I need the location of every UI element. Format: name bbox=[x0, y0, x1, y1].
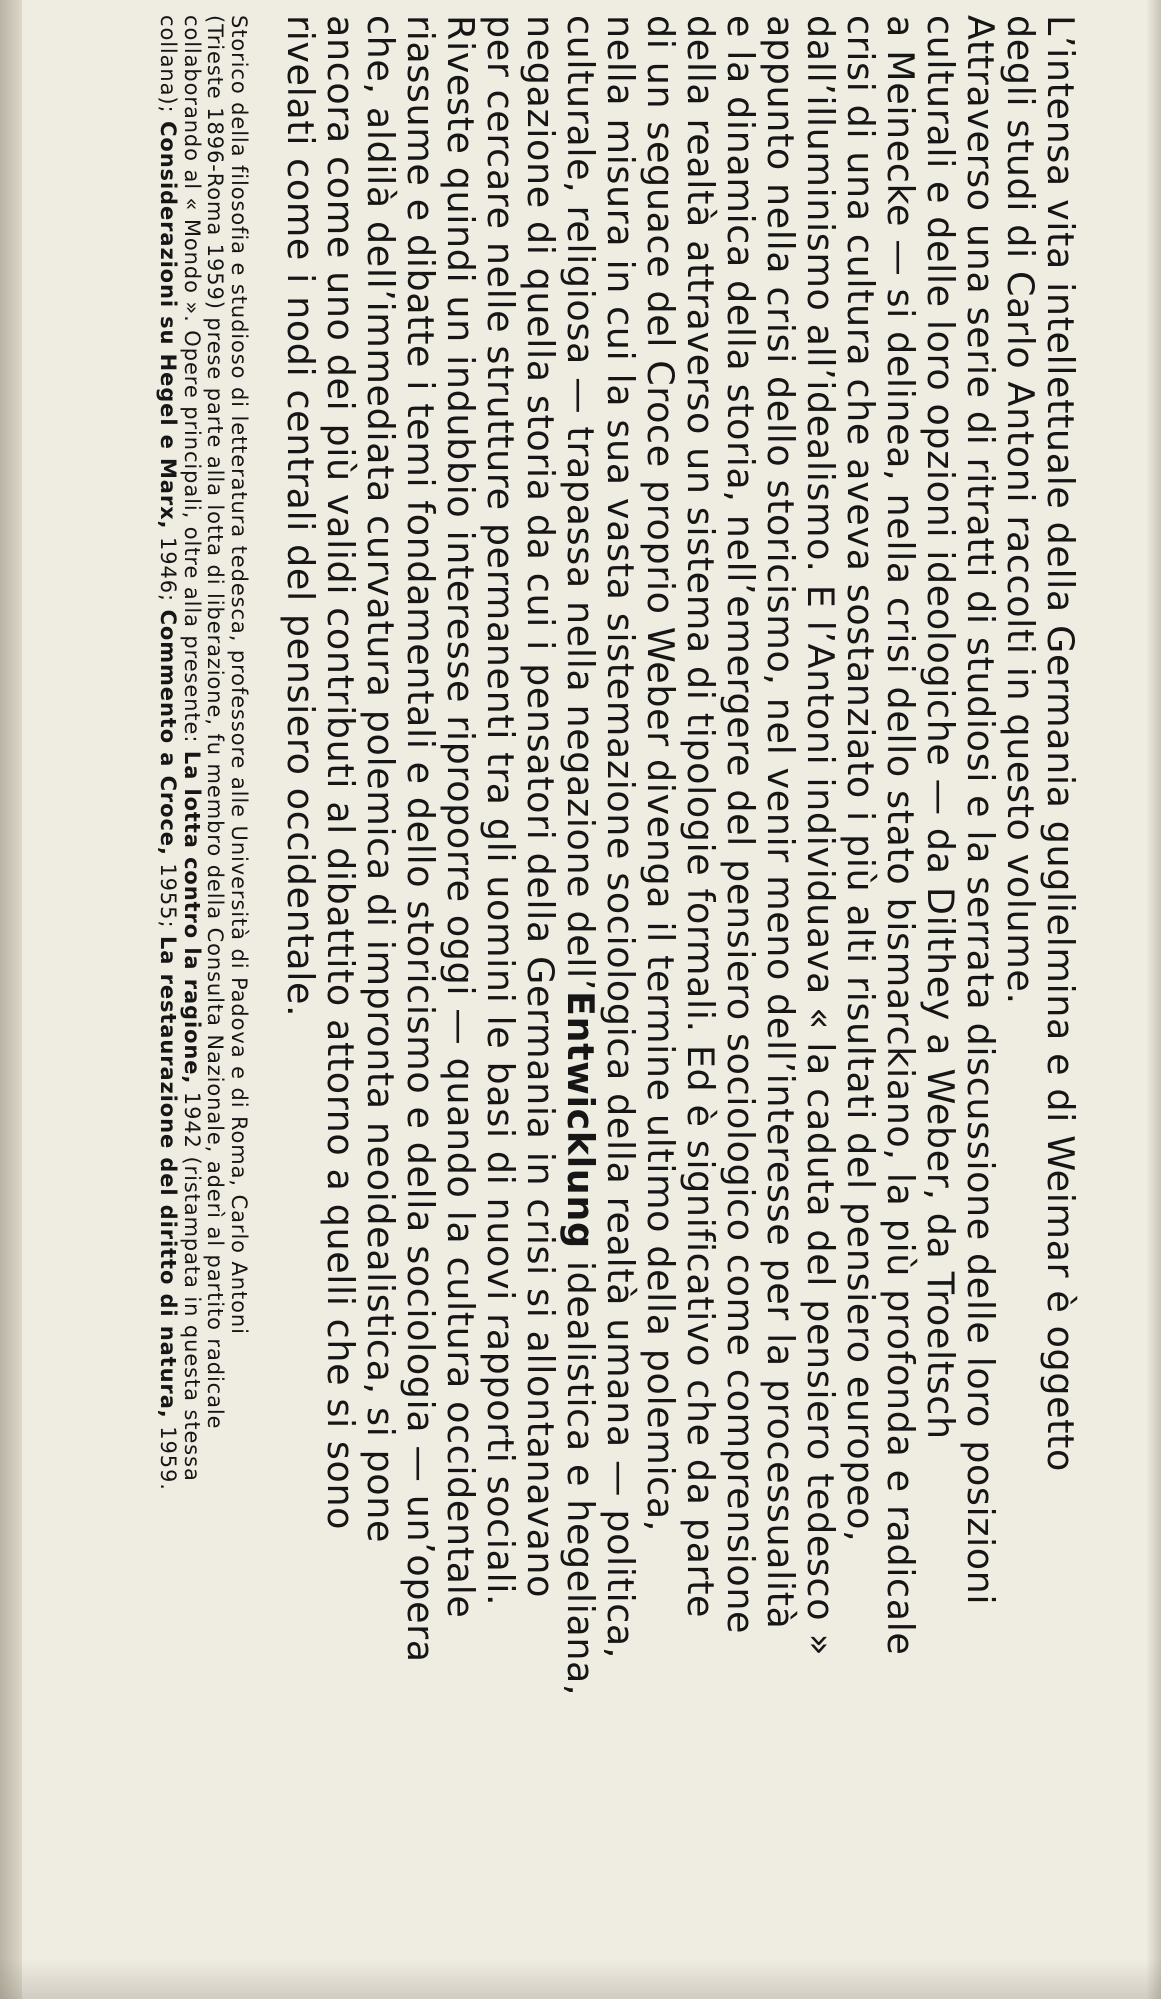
blurb-line: che, aldilà dell’immediata curvatura polemica di impronta neoidealistica, si pone bbox=[359, 15, 402, 1544]
blurb-line: di un seguace del Croce proprio Weber divenga il termine ultimo della polemica, bbox=[639, 15, 682, 1533]
blurb-line: per cercare nelle strutture permanenti tra gli uomini le basi di nuovi rapporti sociali. bbox=[479, 15, 522, 1607]
blurb-line: degli studi di Carlo Antoni raccolti in questo volume. bbox=[999, 15, 1042, 1005]
emphasized-term: Entwicklung bbox=[559, 990, 602, 1249]
blurb-line: e la dinamica della storia, nell’emergere del pensiero sociologico come comprensione bbox=[719, 15, 762, 1635]
blurb-line: L’intensa vita intellettuale della Germania guglielmina e di Weimar è oggetto bbox=[1039, 15, 1082, 1472]
page-right-edge bbox=[1147, 0, 1161, 1999]
author-bio bbox=[156, 15, 250, 1760]
blurb-line: Riveste quindi un indubbio interesse riproporre oggi — quando la cultura occidentale bbox=[439, 15, 482, 1619]
blurb-line: culturali e delle loro opzioni ideologiche — da Dilthey a Weber, da Troeltsch bbox=[919, 15, 962, 1440]
bio-text: 1955; bbox=[156, 855, 181, 936]
bio-text: 1942 (ristampata in questa stessa bbox=[180, 1084, 204, 1482]
blurb-line: crisi di una cultura che aveva sostanziato i più alti risultati del pensiero europeo, bbox=[839, 15, 882, 1543]
page-bottom-shadow bbox=[0, 1959, 1161, 1999]
blurb-paragraph bbox=[280, 15, 1080, 1760]
book-title: Commento a Croce, bbox=[156, 609, 181, 856]
page-left-edge bbox=[0, 0, 22, 1999]
bio-line: (Trieste 1896-Roma 1959) prese parte alla lotta di liberazione, fu membro della Consulta Nazionale, aderì al partito radicale bbox=[203, 15, 228, 1430]
blurb-line: riassume e dibatte i temi fondamentali e dello storicismo e della sociologia — un’opera bbox=[399, 15, 442, 1663]
bio-text: 1946; bbox=[156, 529, 181, 610]
blurb-line: nella misura in cui la sua vasta sistemazione sociologica della realtà umana — politica, bbox=[599, 15, 642, 1660]
book-title: La restaurazione del diritto di natura, bbox=[156, 936, 181, 1419]
blurb-line: negazione di quella storia da cui i pensatori della Germania in crisi si allontanavano bbox=[519, 15, 562, 1599]
bio-line: Storico della filosofia e studioso di letteratura tedesca, professore alle Università di Padova e di Roma, Carlo Antoni bbox=[227, 15, 251, 1335]
bio-line bbox=[156, 15, 180, 1760]
blurb-line-head: culturale, religiosa — trapassa nella negazione dell’ bbox=[559, 15, 602, 991]
blurb-line: appunto nella crisi dello storicismo, nel venir meno dell’interesse per la processualità bbox=[759, 15, 802, 1630]
rotated-text-frame bbox=[30, 15, 1080, 1760]
bio-text: collaborando al « Mondo ». Opere principali, oltre alla presente: bbox=[180, 15, 204, 751]
bio-line bbox=[180, 15, 204, 1760]
blurb-line: ancora come uno dei più validi contributi al dibattito attorno a quelli che si sono bbox=[319, 15, 362, 1531]
blurb-line: Attraverso una serie di ritratti di studiosi e la serrata discussione delle loro posizioni bbox=[959, 15, 1002, 1606]
blurb-line-tail: idealistica e hegeliana, bbox=[559, 1248, 602, 1697]
bio-text: collana); bbox=[156, 15, 181, 122]
bio-text: 1959. bbox=[156, 1418, 181, 1491]
blurb-line: rivelati come i nodi centrali del pensiero occidentale. bbox=[279, 15, 322, 1018]
blurb-line: dall’illuminismo all’idealismo. E l’Antoni individuava « la caduta del pensiero tedesco » bbox=[799, 15, 842, 1657]
blurb-line: della realtà attraverso un sistema di tipologie formali. Ed è significativo che da parte bbox=[679, 15, 722, 1619]
blurb-line: a Meinecke — si delinea, nella crisi dello stato bismarckiano, la più profonda e radicale bbox=[879, 15, 922, 1656]
blurb-line-with-emphasis bbox=[560, 15, 600, 1760]
book-title: Considerazioni su Hegel e Marx, bbox=[156, 121, 181, 530]
book-title: La lotta contro la ragione, bbox=[180, 750, 204, 1085]
